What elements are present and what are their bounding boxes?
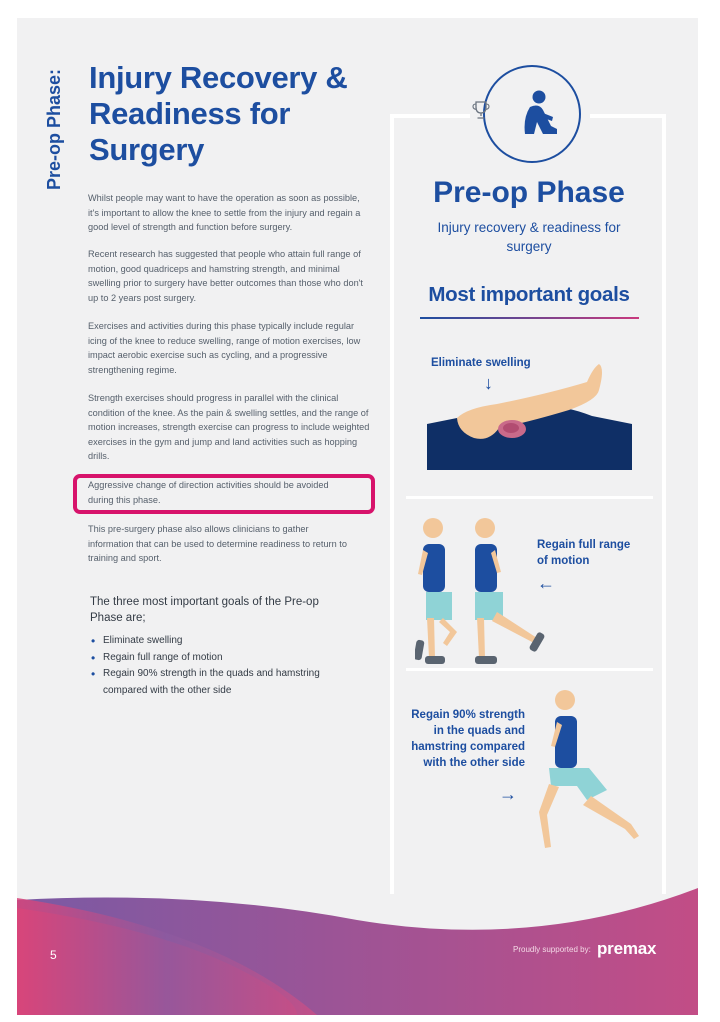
panel-border-top-left xyxy=(390,114,470,118)
goals-heading: Most important goals xyxy=(428,283,630,306)
label-regain-strength: Regain 90% strength in the quads and hamstring compared with the other side xyxy=(411,709,525,769)
arrow-right-icon: → xyxy=(499,784,517,804)
page-title: Injury Recovery & Readiness for Surgery xyxy=(89,60,348,167)
side-title: Pre-op Phase: xyxy=(44,68,64,190)
swollen-knee-illustration xyxy=(427,362,632,470)
arrow-down-icon: ↓ xyxy=(484,373,493,393)
sitting-person-icon xyxy=(485,67,579,161)
goal-list xyxy=(89,633,389,699)
list-item: • Eliminate swelling xyxy=(91,634,183,648)
paragraph-research: Recent research has suggested that people who attain full range of motion, good quadriceps and hamstring strength, and minimal swelling prior to surgery have better outcomes than those who don't up to 2 years post surgery. xyxy=(88,249,363,303)
supported-by-text: Proudly supported by: xyxy=(513,945,591,954)
page xyxy=(17,18,698,1015)
trophy-icon xyxy=(472,100,490,120)
panel-divider-1 xyxy=(406,496,653,499)
phase-subtitle: Injury recovery & readiness for surgery xyxy=(437,220,621,254)
premax-logo: premax xyxy=(597,939,657,958)
panel-border-top-right xyxy=(590,114,666,118)
panel-border-left xyxy=(390,114,394,894)
paragraph-strength: Strength exercises should progress in parallel with the clinical condition of the knee. As the pain & swelling settles, and the range of motion increases, strength exercise can progress to include weighted exercises in the gym and jump and land activities such as hopping drills. xyxy=(88,393,370,461)
goals-intro: The three most important goals of the Pre-op Phase are; xyxy=(90,596,319,624)
paragraph-intro: Whilst people may want to have the operation as soon as possible, it's important to allow the knee to settle from the injury and regain a good level of strength and function before surgery. xyxy=(88,193,361,232)
phase-title: Pre-op Phase xyxy=(433,176,625,209)
label-regain-range-of-motion: Regain full range of motion xyxy=(537,539,631,567)
warning-highlight-box xyxy=(73,474,375,514)
list-item: • Regain 90% strength in the quads and hamstring compared with the other side xyxy=(91,667,320,696)
footer-wave xyxy=(17,878,698,1015)
paragraph-pre-surgery: This pre-surgery phase also allows clinicians to gather information that can be used to determine readiness to return to training and sport. xyxy=(88,524,347,563)
paragraph-exercises: Exercises and activities during this phase typically include regular icing of the knee to reduce swelling, range of motion exercises, low impact aerobic exercise such as cycling, and a progressive strengthening regime. xyxy=(88,321,361,375)
list-item: • Regain full range of motion xyxy=(91,650,223,665)
arrow-left-icon: ← xyxy=(537,573,555,593)
page-number: 5 xyxy=(50,948,57,962)
paragraph-warning: Aggressive change of direction activities should be avoided during this phase. xyxy=(88,480,329,505)
label-eliminate-swelling: Eliminate swelling xyxy=(431,357,531,369)
phase-icon-circle xyxy=(483,65,581,163)
goals-heading-rule xyxy=(420,317,639,319)
bullet-icon: • xyxy=(91,667,96,681)
panel-border-right xyxy=(662,114,666,894)
bullet-icon: • xyxy=(91,634,96,648)
lunge-illustration xyxy=(535,688,651,853)
bullet-icon: • xyxy=(91,650,96,665)
